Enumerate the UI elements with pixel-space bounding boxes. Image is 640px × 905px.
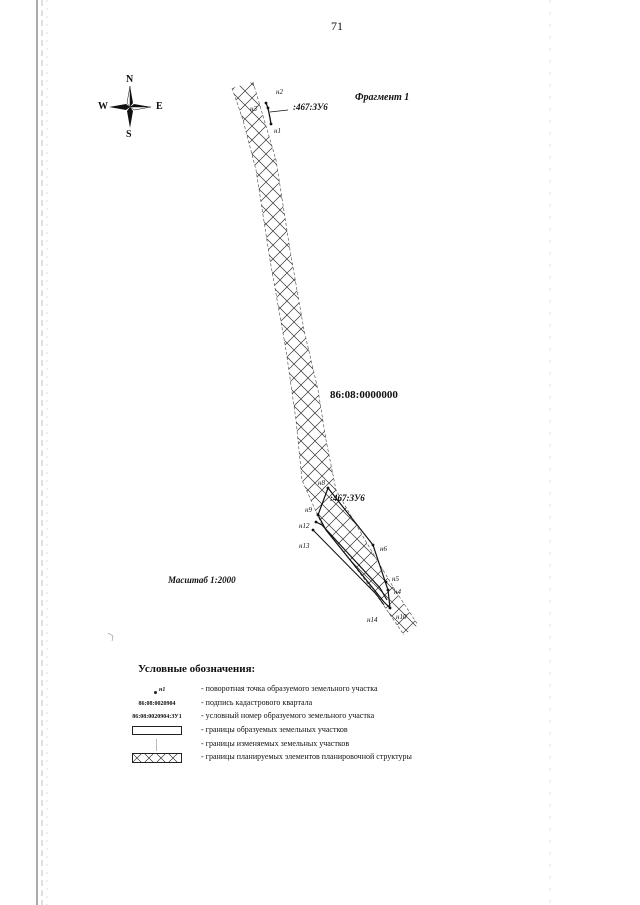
point-label-n2: н2 <box>276 88 283 96</box>
legend-text: - границы изменяемых земельных участков <box>201 739 350 748</box>
legend-symbol-hatch <box>118 752 196 764</box>
point-label-n9: н9 <box>305 506 312 514</box>
boundary-line-icon <box>156 739 157 751</box>
legend-text: - границы планируемых элементов планировочной структуры <box>201 752 412 761</box>
scale-label: Масштаб 1:2000 <box>168 575 236 585</box>
legend-item-turning-point <box>118 684 538 696</box>
page-number: 71 <box>331 19 343 33</box>
legend-symbol-quarter: 86:08:0020904 <box>138 701 176 707</box>
legend-text: - подпись кадастрового квартала <box>201 698 313 707</box>
point-label-n1: н1 <box>274 127 281 135</box>
compass-north-label: N <box>126 74 134 85</box>
parcel-top-boundary <box>265 102 288 126</box>
point-label-n3: н3 <box>250 105 257 113</box>
legend-item-changed-boundaries <box>118 739 538 751</box>
point-label-n4: н4 <box>394 588 401 596</box>
legend-symbol-changed-boundary <box>118 739 196 751</box>
point-label-n8: н8 <box>318 479 325 487</box>
point-label-n10: н10 <box>396 613 407 621</box>
legend-item-planned-structure <box>118 752 538 764</box>
point-label-n12: н12 <box>299 522 310 530</box>
legend-item-quarter-caption <box>118 698 538 710</box>
boundary-rect-icon <box>132 726 182 735</box>
hatch-pattern-icon <box>132 753 182 763</box>
legend-item-parcel-number <box>118 711 538 723</box>
parcel-label-bottom: :467:ЗУ6 <box>330 493 365 503</box>
legend-symbol-formed-boundary <box>118 725 196 737</box>
compass-south-label: S <box>126 129 132 140</box>
planned-structure-strip <box>200 75 440 645</box>
point-label-n6: н6 <box>380 545 387 553</box>
point-label-n14: н14 <box>367 616 378 624</box>
compass-west-label: W <box>98 101 108 112</box>
legend-text: - границы образуемых земельных участков <box>201 725 348 734</box>
point-dot-icon <box>154 691 157 694</box>
legend-symbol-parcel-number: 86:08:0020904:ЗУ1 <box>132 714 182 720</box>
legend-item-formed-boundaries <box>118 725 538 737</box>
legend-text: - условный номер образуемого земельного участка <box>201 711 375 720</box>
cadastral-quarter-label: 86:08:0000000 <box>330 389 398 401</box>
legend-symbol-point: н1 <box>118 684 196 696</box>
fragment-label: Фрагмент 1 <box>355 92 410 103</box>
point-label-n5: н5 <box>392 575 399 583</box>
legend-text: - поворотная точка образуемого земельного участка <box>201 684 378 693</box>
compass-east-label: E <box>156 101 163 112</box>
legend-title: Условные обозначения: <box>138 663 256 675</box>
parcel-label-top: :467:ЗУ6 <box>293 102 328 112</box>
point-label-n13: н13 <box>299 542 310 550</box>
